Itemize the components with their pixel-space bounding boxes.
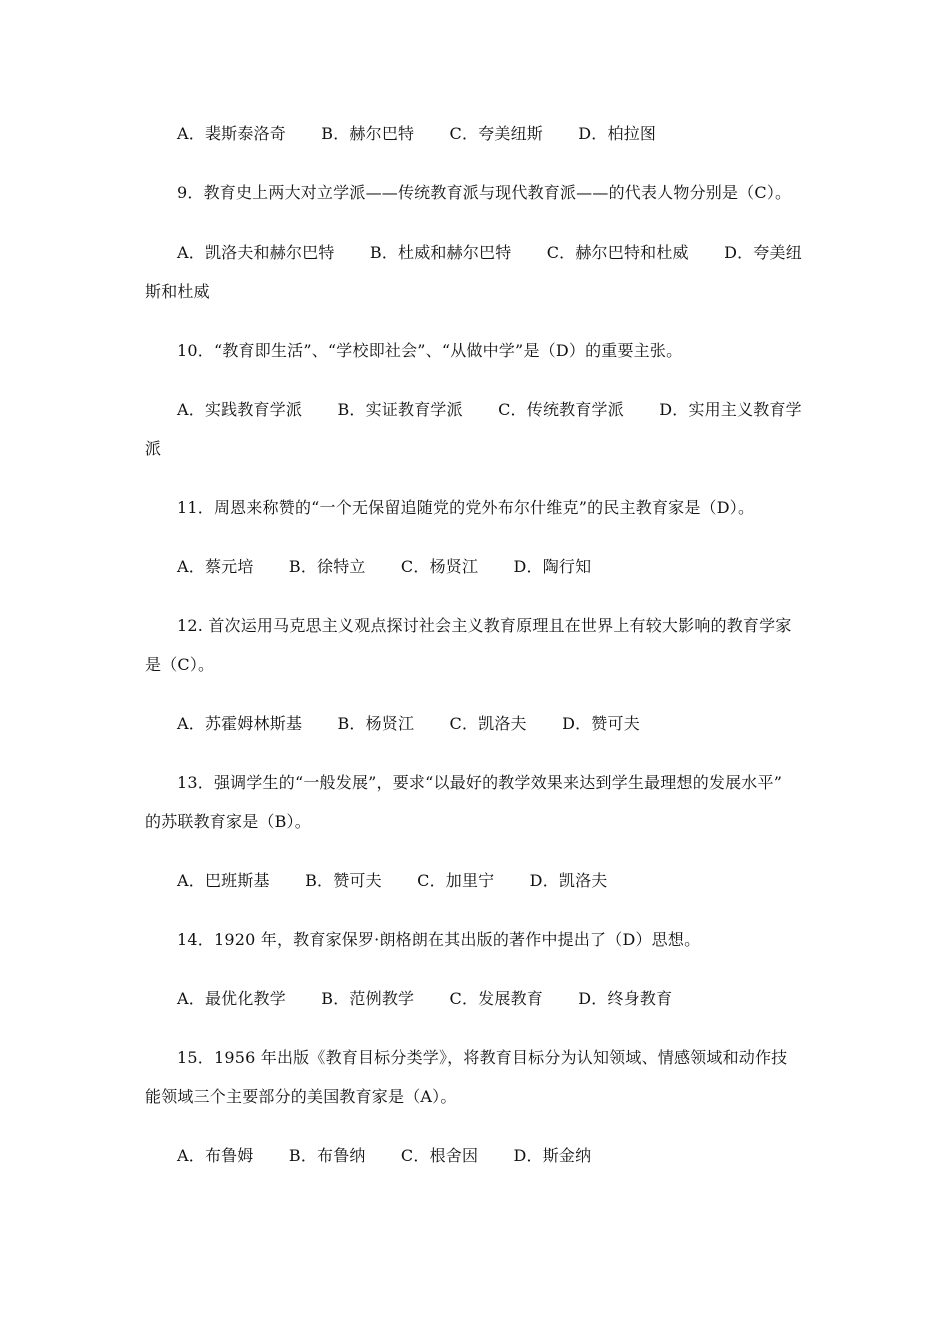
q10-option-c: C．传统教育学派	[498, 400, 624, 419]
q10-option-d: D．实用主义教育学	[659, 400, 802, 419]
q8-options	[177, 124, 656, 144]
q10-stem: 10．“教育即生活”、“学校即社会”、“从做中学”是（D）的重要主张。	[177, 341, 683, 360]
q15-option-a: A．布鲁姆	[177, 1146, 254, 1165]
q14-option-c: C．发展教育	[449, 989, 543, 1008]
q15-option-b: B．布鲁纳	[288, 1146, 366, 1165]
q12-option-a: A．苏霍姆林斯基	[177, 714, 303, 733]
q9-option-c: C．赫尔巴特和杜威	[546, 243, 689, 262]
q9-option-a: A．凯洛夫和赫尔巴特	[177, 243, 335, 262]
q13-option-a: A．巴班斯基	[177, 871, 270, 890]
q14-option-d: D．终身教育	[578, 989, 673, 1008]
q13-stem-continued: 的苏联教育家是（B）。	[145, 812, 311, 831]
q12-option-d: D．赞可夫	[562, 714, 640, 733]
q13-option-c: C．加里宁	[417, 871, 495, 890]
q15-options	[177, 1146, 591, 1166]
q11-option-d: D．陶行知	[513, 557, 592, 576]
q12-option-b: B．杨贤江	[337, 714, 415, 733]
q14-stem: 14．1920 年，教育家保罗·朗格朗在其出版的著作中提出了（D）思想。	[177, 930, 701, 949]
q9-option-b: B．杜威和赫尔巴特	[369, 243, 512, 262]
q10-option-b: B．实证教育学派	[337, 400, 463, 419]
q15-option-d: D．斯金纳	[513, 1146, 592, 1165]
q11-option-b: B．徐特立	[288, 557, 366, 576]
q13-options	[177, 871, 608, 891]
q8-option-a: A．裴斯泰洛奇	[177, 124, 286, 143]
q10-options	[177, 400, 802, 420]
q9-options-continued: 斯和杜威	[145, 282, 210, 301]
q8-option-b: B．赫尔巴特	[321, 124, 415, 143]
q15-stem: 15．1956 年出版《教育目标分类学》，将教育目标分为认知领域、情感领域和动作技	[177, 1048, 788, 1067]
q11-option-a: A．蔡元培	[177, 557, 254, 576]
q9-option-d: D．夸美纽	[724, 243, 802, 262]
q14-option-b: B．范例教学	[321, 989, 415, 1008]
q14-options	[177, 989, 672, 1009]
q9-options	[177, 243, 802, 263]
q11-stem: 11．周恩来称赞的“一个无保留追随党的党外布尔什维克”的民主教育家是（D）。	[177, 498, 755, 517]
q12-stem: 12. 首次运用马克思主义观点探讨社会主义教育原理且在世界上有较大影响的教育学家	[177, 616, 792, 635]
q12-options	[177, 714, 640, 734]
q13-stem: 13．强调学生的“一般发展”，要求“以最好的教学效果来达到学生最理想的发展水平”	[177, 773, 783, 792]
q12-option-c: C．凯洛夫	[449, 714, 527, 733]
q13-option-b: B．赞可夫	[305, 871, 382, 890]
q10-options-continued: 派	[145, 439, 162, 458]
q8-option-c: C．夸美纽斯	[449, 124, 543, 143]
q12-stem-continued: 是（C）。	[145, 655, 215, 674]
q14-option-a: A．最优化教学	[177, 989, 286, 1008]
q10-option-a: A．实践教育学派	[177, 400, 303, 419]
q15-option-c: C．根舍因	[400, 1146, 479, 1165]
q11-options	[177, 557, 591, 577]
q8-option-d: D．柏拉图	[578, 124, 657, 143]
q13-option-d: D．凯洛夫	[529, 871, 608, 890]
q11-option-c: C．杨贤江	[400, 557, 479, 576]
q9-stem: 9．教育史上两大对立学派——传统教育派与现代教育派——的代表人物分别是（C）。	[177, 183, 792, 202]
q15-stem-continued: 能领域三个主要部分的美国教育家是（A）。	[145, 1087, 457, 1106]
